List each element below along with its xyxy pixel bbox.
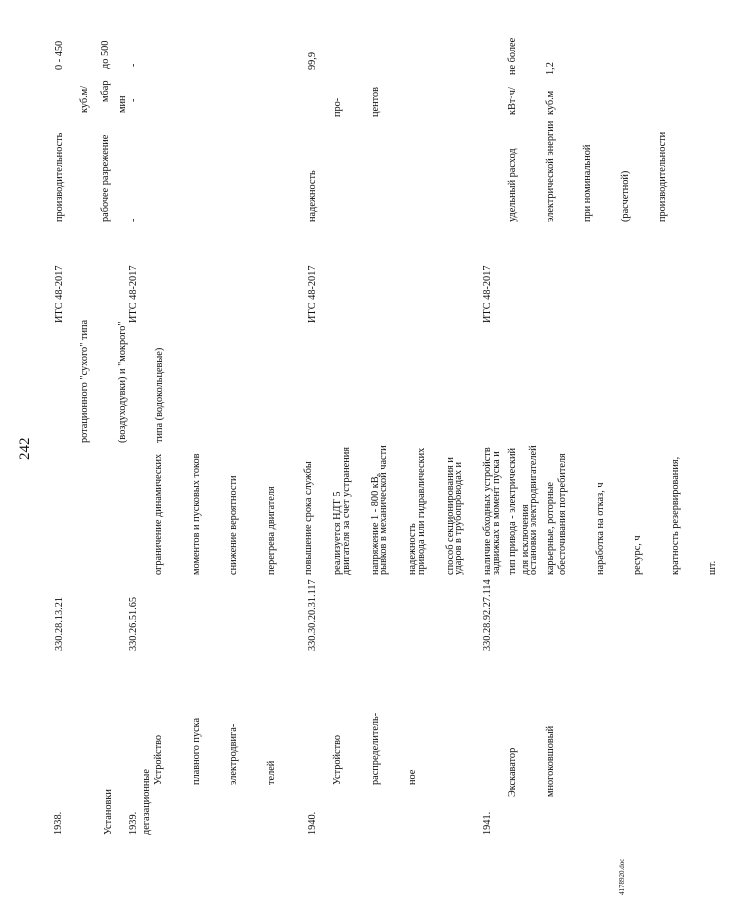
text-line: ограничение динамических [153,453,164,575]
parameter-value: до 500 [100,40,111,69]
text-line: повышение срока службы [303,461,314,575]
text-line: реализуется НДТ 5 [332,491,343,575]
text-line: Экскаватор [507,747,518,797]
text-line: дегазационные [140,769,152,835]
its-reference: ИТС 48-2017 [54,265,65,323]
text-line: наличие обходных устройств [482,447,493,575]
parameter-name: рабочее разрежение [100,134,111,222]
text-line: привода или гидравлических [415,447,427,575]
text-line: двигателя за счет устранения [340,447,352,575]
parameter-unit [307,87,407,117]
text-line: кратность резервирования, [669,456,681,575]
text-line: распределитель- [369,712,381,785]
its-reference: ИТС 48-2017 [307,265,318,323]
text-line: Устройство [153,734,164,785]
text-line: Устройство [332,734,343,785]
text-line: ударов в трубопроводах и [453,461,464,575]
row-number: 1941. [482,811,493,835]
text-line: куб.м [544,90,556,115]
parameter-value: 99,9 [307,51,318,70]
text-line: перегрева двигателя [265,486,277,575]
equipment-name [307,713,445,785]
text-line: удельный расход [507,148,518,222]
parameter-value [482,38,582,75]
text-line: шт. [707,560,718,575]
text-line: плавного пуска [190,717,202,785]
parameter-value: - [128,63,139,67]
text-line: способ секционирования и [444,457,456,575]
parameter-name: производительность [54,132,65,222]
text-line: электрической энергии [544,120,556,222]
text-line: кВт·ч/ [507,87,518,115]
row-number: 1940. [307,811,318,835]
text-line: для исключения [519,504,531,575]
text-line: надежность [407,523,418,575]
text-line: при номинальной [582,144,593,222]
text-line: электродвига- [228,723,239,785]
text-line: остановки электродвигателей [528,445,539,575]
parameter-unit: мбар [100,80,111,102]
description [482,448,582,575]
text-line: 1,2 [544,62,556,75]
okpd-code: 330.30.20.31.117 [307,579,318,651]
description [54,320,192,443]
text-line: рывков в механической части [378,445,389,575]
text-line: (расчетной) [619,170,631,222]
footer-filename: 4178920.doc [618,858,626,895]
text-line: обесточивания потребителя [557,453,568,575]
text-line: телей [265,760,277,785]
its-reference: ИТС 48-2017 [482,265,493,323]
parameter-name: - [128,218,139,222]
parameter-unit: - [128,98,139,102]
okpd-code: 330.28.92.27.114 [482,579,493,651]
text-line: ресурс, ч [632,535,643,575]
text-line: снижение вероятности [228,475,239,575]
row-number: 1938. [53,811,64,835]
text-line: ное [407,769,418,785]
parameter-unit [482,87,582,115]
page-number: 242 [17,437,33,460]
text-line: не более [507,37,518,75]
okpd-code: 330.28.13.21 [54,596,65,651]
parameter-name [482,121,695,222]
text-line: Установки [103,789,114,835]
row-number: 1939. [128,811,139,835]
text-line: центов [369,87,381,117]
text-line: ротационного "сухого" типа [79,319,90,443]
text-line: задвижках в момент пуска и [490,451,502,575]
okpd-code: 330.26.51.65 [128,596,139,651]
text-line: производительности [657,131,668,222]
text-line: напряжение 1 - 800 кВ, [369,473,381,575]
text-line: моментов и пусковых токов [190,453,202,575]
text-line: карьерные, роторные [544,482,556,575]
parameter-name: надежность [307,170,318,222]
text-line: про- [332,97,343,117]
text-line: мин [116,95,128,113]
equipment-name [128,718,303,785]
parameter-value: 0 - 450 [54,40,65,70]
text-line: тип привода - электрический [507,448,518,575]
text-line: куб.м/ [79,85,90,113]
its-reference: ИТС 48-2017 [128,265,139,323]
text-line: типа (водокольцевые) [154,347,165,443]
text-line: (воздуходувки) и "мокрого" [116,321,128,443]
equipment-name [482,726,582,797]
text-line: наработка на отказ, ч [594,482,606,575]
text-line: многоковшовый [544,725,556,797]
